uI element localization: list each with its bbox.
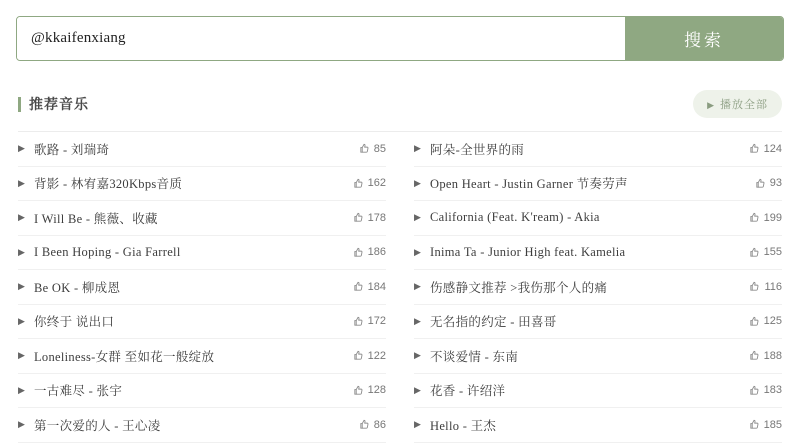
- thumbs-up-icon: [749, 316, 760, 327]
- like-count[interactable]: [353, 246, 386, 258]
- play-triangle-icon[interactable]: ▶: [414, 246, 421, 257]
- play-triangle-icon[interactable]: ▶: [18, 315, 25, 326]
- like-count-value: 183: [763, 384, 782, 397]
- like-count[interactable]: [353, 350, 386, 362]
- thumbs-up-icon: [353, 212, 364, 223]
- like-count[interactable]: [353, 384, 386, 396]
- song-title: I Been Hoping - Gia Farrell: [34, 244, 181, 259]
- thumbs-up-icon: [755, 178, 766, 189]
- song-row[interactable]: [414, 305, 782, 340]
- song-title: 一古难尽 - 张宇: [34, 384, 123, 399]
- like-count-value: 125: [763, 315, 782, 328]
- song-title: 无名指的约定 - 田喜哥: [430, 315, 557, 330]
- play-triangle-icon[interactable]: ▶: [414, 212, 421, 223]
- song-row[interactable]: [414, 374, 782, 409]
- song-row[interactable]: [18, 132, 386, 167]
- like-count-value: 185: [763, 418, 782, 431]
- like-count[interactable]: [749, 384, 782, 396]
- play-triangle-icon[interactable]: ▶: [18, 384, 25, 395]
- song-title: Inima Ta - Junior High feat. Kamelia: [430, 244, 626, 259]
- song-title: Be OK - 柳成恩: [34, 280, 121, 295]
- song-title: 伤感静文推荐 >我伤那个人的痛: [430, 280, 608, 295]
- like-count[interactable]: [755, 177, 782, 189]
- like-count-value: 85: [373, 142, 386, 155]
- play-triangle-icon[interactable]: ▶: [18, 143, 25, 154]
- song-title: Hello - 王杰: [430, 418, 497, 433]
- thumbs-up-icon: [353, 247, 364, 258]
- play-triangle-icon: ▶: [707, 100, 715, 110]
- like-count[interactable]: [749, 281, 782, 293]
- song-row[interactable]: [414, 201, 782, 236]
- like-count[interactable]: [359, 419, 386, 431]
- song-row[interactable]: [18, 167, 386, 202]
- like-count[interactable]: [353, 177, 386, 189]
- like-count-value: 162: [367, 177, 386, 190]
- thumbs-up-icon: [353, 385, 364, 396]
- like-count-value: 122: [367, 349, 386, 362]
- song-row[interactable]: [18, 305, 386, 340]
- thumbs-up-icon: [359, 143, 370, 154]
- play-triangle-icon[interactable]: ▶: [414, 350, 421, 361]
- song-title: California (Feat. K'ream) - Akia: [430, 210, 600, 225]
- title-accent-bar: [18, 97, 21, 112]
- song-row[interactable]: [414, 236, 782, 271]
- search-input[interactable]: [17, 17, 625, 60]
- thumbs-up-icon: [353, 316, 364, 327]
- song-row[interactable]: [414, 167, 782, 202]
- play-triangle-icon[interactable]: ▶: [18, 177, 25, 188]
- thumbs-up-icon: [353, 281, 364, 292]
- song-lists: [18, 132, 782, 443]
- song-row[interactable]: [18, 270, 386, 305]
- like-count[interactable]: [749, 419, 782, 431]
- like-count-value: 86: [373, 418, 386, 431]
- like-count-value: 128: [367, 384, 386, 397]
- song-row[interactable]: [414, 339, 782, 374]
- thumbs-up-icon: [749, 350, 760, 361]
- play-all-button[interactable]: [693, 90, 782, 118]
- play-triangle-icon[interactable]: ▶: [414, 281, 421, 292]
- play-triangle-icon[interactable]: ▶: [414, 315, 421, 326]
- like-count-value: 93: [769, 177, 782, 190]
- song-list-left: [18, 132, 400, 443]
- like-count[interactable]: [359, 143, 386, 155]
- like-count-value: 186: [367, 246, 386, 259]
- song-title: 你终于 说出口: [34, 315, 115, 330]
- thumbs-up-icon: [749, 143, 760, 154]
- play-triangle-icon[interactable]: ▶: [18, 419, 25, 430]
- song-row[interactable]: [18, 408, 386, 443]
- like-count-value: 178: [367, 211, 386, 224]
- play-triangle-icon[interactable]: ▶: [18, 281, 25, 292]
- play-triangle-icon[interactable]: ▶: [414, 143, 421, 154]
- song-row[interactable]: [18, 374, 386, 409]
- thumbs-up-icon: [359, 419, 370, 430]
- like-count-value: 172: [367, 315, 386, 328]
- like-count[interactable]: [353, 281, 386, 293]
- play-triangle-icon[interactable]: ▶: [414, 177, 421, 188]
- like-count[interactable]: [749, 143, 782, 155]
- song-title: 不谈爱情 - 东南: [430, 349, 519, 364]
- like-count[interactable]: [749, 350, 782, 362]
- play-triangle-icon[interactable]: ▶: [414, 419, 421, 430]
- like-count-value: 116: [764, 280, 782, 293]
- thumbs-up-icon: [353, 178, 364, 189]
- play-triangle-icon[interactable]: ▶: [18, 246, 25, 257]
- song-row[interactable]: [18, 236, 386, 271]
- song-row[interactable]: [414, 132, 782, 167]
- song-title: 花香 - 许绍洋: [430, 384, 506, 399]
- like-count-value: 199: [763, 211, 782, 224]
- song-title: 阿朵-全世界的雨: [430, 142, 525, 157]
- song-row[interactable]: [18, 339, 386, 374]
- like-count[interactable]: [353, 212, 386, 224]
- section-title-label: 推荐音乐: [29, 96, 89, 112]
- like-count[interactable]: [749, 246, 782, 258]
- song-title: 歌路 - 刘瑞琦: [34, 142, 110, 157]
- like-count-value: 188: [763, 349, 782, 362]
- like-count[interactable]: [353, 315, 386, 327]
- like-count-value: 124: [763, 142, 782, 155]
- play-triangle-icon[interactable]: ▶: [18, 350, 25, 361]
- like-count[interactable]: [749, 315, 782, 327]
- song-row[interactable]: [18, 201, 386, 236]
- song-title: 背影 - 林宥嘉320Kbps音质: [34, 177, 183, 192]
- like-count-value: 184: [367, 280, 386, 293]
- play-triangle-icon[interactable]: ▶: [414, 384, 421, 395]
- song-title: 第一次爱的人 - 王心凌: [34, 418, 161, 433]
- play-triangle-icon[interactable]: ▶: [18, 212, 25, 223]
- search-bar: [16, 16, 784, 61]
- play-all-label: 播放全部: [720, 99, 768, 111]
- thumbs-up-icon: [353, 350, 364, 361]
- thumbs-up-icon: [749, 212, 760, 223]
- search-button[interactable]: 搜索: [625, 17, 783, 60]
- recommended-music-header: [18, 91, 782, 117]
- thumbs-up-icon: [749, 419, 760, 430]
- like-count[interactable]: [749, 212, 782, 224]
- song-title: I Will Be - 熊薇、收藏: [34, 211, 158, 226]
- page-title: [18, 94, 89, 114]
- song-list-right: [400, 132, 782, 443]
- like-count-value: 155: [763, 246, 782, 259]
- search-section: [0, 0, 800, 61]
- song-title: Open Heart - Justin Garner 节奏劳声: [430, 177, 628, 192]
- thumbs-up-icon: [749, 247, 760, 258]
- thumbs-up-icon: [749, 281, 760, 292]
- song-row[interactable]: [414, 408, 782, 443]
- song-row[interactable]: [414, 270, 782, 305]
- thumbs-up-icon: [749, 385, 760, 396]
- song-title: Loneliness-女群 至如花一般绽放: [34, 349, 215, 364]
